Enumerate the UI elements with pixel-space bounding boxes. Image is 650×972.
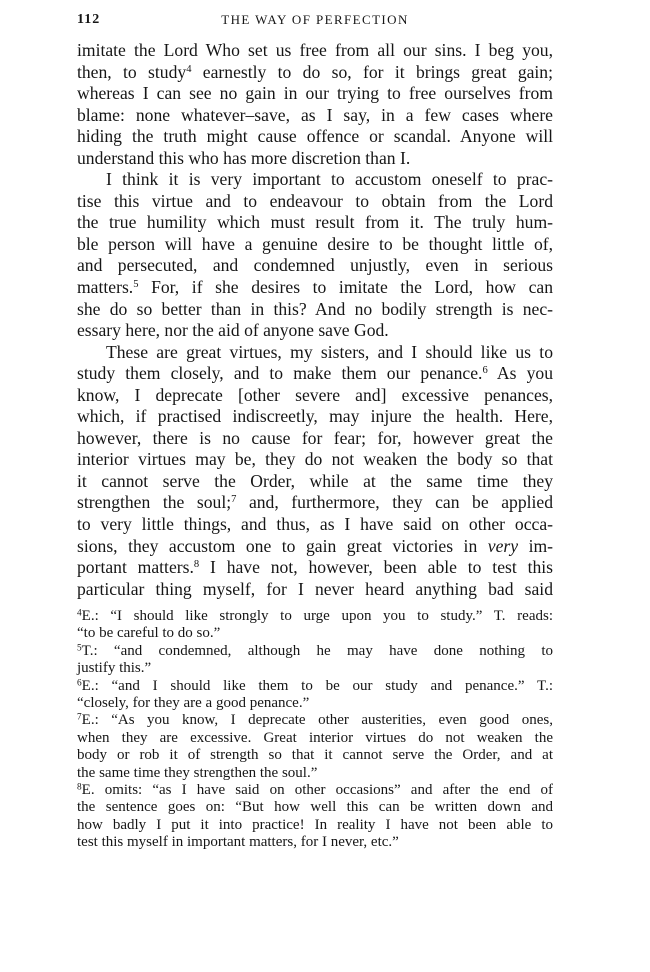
text-line <box>77 579 553 601</box>
text-segment: the true humility which must result from it. The truly hum- <box>77 212 553 233</box>
text-segment: I think it is very important to accustom oneself to prac- <box>106 169 553 190</box>
text-segment: however, there is no cause for fear; for, however great the <box>77 427 553 448</box>
footnote-text: the same time they strengthen the soul.” <box>77 764 318 781</box>
text-line <box>77 342 553 364</box>
footnote-text: T.: “and condemned, although he may have done nothing to <box>81 642 553 659</box>
text-segment: As you <box>487 363 553 384</box>
text-segment: matters. <box>77 277 134 298</box>
text-segment: she do so better than in this? And no bodily strength is nec- <box>77 298 553 319</box>
footnote-number: 6 <box>77 677 82 688</box>
footnote-text: justify this.” <box>77 660 152 677</box>
text-segment: and, furthermore, they can be applied <box>236 492 553 513</box>
footnote-8 <box>77 782 553 852</box>
text-line <box>77 169 553 191</box>
footnote-text: E.: “As you know, I deprecate other austerities, even good ones, <box>81 712 553 729</box>
footnote-line <box>77 765 553 782</box>
text-segment: essary here, nor the aid of anyone save God. <box>77 320 389 341</box>
footnote-text: body or rob it of strength so that it cannot serve the Order, and at <box>77 747 553 764</box>
footnote-line <box>77 608 553 625</box>
footnote-5 <box>77 643 553 678</box>
text-line <box>77 212 553 234</box>
text-line <box>77 385 553 407</box>
text-line <box>77 234 553 256</box>
text-line <box>77 406 553 428</box>
text-segment: hiding the truth might cause offence or scandal. Anyone will <box>77 126 553 147</box>
text-line <box>77 126 553 148</box>
text-segment: tise this virtue and to endeavour to obtain from the Lord <box>77 190 553 211</box>
text-line <box>77 148 553 170</box>
paragraph <box>77 40 553 169</box>
text-line <box>77 40 553 62</box>
text-line <box>77 83 553 105</box>
text-line <box>77 557 553 579</box>
text-line <box>77 277 553 299</box>
text-segment: interior virtues may be, they do not weaken the body so that <box>77 449 553 470</box>
text-line <box>77 191 553 213</box>
footnote-4 <box>77 608 553 643</box>
footnote-number: 7 <box>77 712 82 723</box>
footnote-line <box>77 660 553 677</box>
footnote-line <box>77 730 553 747</box>
text-line <box>77 536 553 558</box>
text-line <box>77 514 553 536</box>
footnote-reference[interactable]: 8 <box>193 559 200 571</box>
footnote-line <box>77 625 553 642</box>
text-segment: particular thing myself, for I never heard anything bad said <box>77 578 553 599</box>
footnote-number: 8 <box>77 782 82 793</box>
footnote-line <box>77 817 553 834</box>
text-segment: whereas I can see no gain in our trying to free ourselves from <box>77 83 553 104</box>
footnote-text: “closely, for they are a good penance.” <box>77 694 310 711</box>
text-line <box>77 363 553 385</box>
main-text <box>77 40 553 600</box>
footnote-reference[interactable]: 7 <box>231 494 237 506</box>
footnote-line <box>77 747 553 764</box>
text-line <box>77 492 553 514</box>
text-segment: then, to study <box>77 61 187 82</box>
text-segment: These are great virtues, my sisters, and I should like us to <box>106 341 553 362</box>
text-segment: portant matters. <box>77 557 194 578</box>
footnote-line <box>77 782 553 799</box>
text-segment: im- <box>518 535 553 556</box>
text-segment: it cannot serve the Order, while at the same time they <box>77 470 553 491</box>
text-segment: imitate the Lord Who set us free from all our sins. I beg you, <box>77 40 553 60</box>
footnote-line <box>77 834 553 851</box>
footnote-text: “to be careful to do so.” <box>77 625 221 642</box>
text-segment: blame: none whatever–save, as I say, in a few cases where <box>77 104 553 125</box>
footnote-text: when they are excessive. Great interior virtues do not weaken the <box>77 729 553 746</box>
text-segment: and persecuted, and condemned unjustly, even in serious <box>77 255 553 276</box>
footnote-line <box>77 799 553 816</box>
footnote-reference[interactable]: 4 <box>186 63 192 75</box>
text-segment: For, if she desires to imitate the Lord, how can <box>138 277 553 298</box>
footnote-reference[interactable]: 5 <box>133 279 139 291</box>
running-head <box>77 12 553 32</box>
emphasis: very <box>487 535 519 556</box>
text-segment: I have not, however, been able to test this <box>199 557 554 578</box>
text-segment: strengthen the soul; <box>77 492 232 513</box>
footnote-text: how badly I put it into practice! In reality I have not been able to <box>77 816 553 833</box>
page-number: 112 <box>77 12 101 27</box>
text-line <box>77 449 553 471</box>
text-segment: sions, they accustom one to gain great victories in <box>77 535 488 556</box>
footnote-line <box>77 712 553 729</box>
footnote-line <box>77 643 553 660</box>
text-segment: ble person will have a genuine desire to be thought little of, <box>77 233 553 254</box>
text-line <box>77 428 553 450</box>
footnote-number: 5 <box>77 643 82 654</box>
footnote-text: E. omits: “as I have said on other occasions” and after the end of <box>81 781 553 798</box>
footnote-text: E.: “and I should like them to be our study and penance.” T.: <box>81 677 553 694</box>
text-line <box>77 471 553 493</box>
text-line <box>77 320 553 342</box>
footnote-6 <box>77 678 553 713</box>
footnote-line <box>77 695 553 712</box>
paragraph <box>77 342 553 601</box>
text-segment: understand this who has more discretion than I. <box>77 147 411 168</box>
text-line <box>77 62 553 84</box>
footnote-number: 4 <box>77 608 82 619</box>
text-segment: which, if practised indiscreetly, may injure the health. Here, <box>77 406 553 427</box>
footnote-text: test this myself in important matters, for I never, etc.” <box>77 834 399 851</box>
footnotes <box>77 608 553 851</box>
text-segment: to very little things, and thus, as I have said on other occa- <box>77 514 553 535</box>
text-segment: study them closely, and to make them our penance. <box>77 363 483 384</box>
footnote-text: E.: “I should like strongly to urge upon you to study.” T. reads: <box>81 608 553 624</box>
footnote-7 <box>77 712 553 782</box>
running-title: THE WAY OF PERFECTION <box>221 12 409 27</box>
footnote-reference[interactable]: 6 <box>482 365 488 377</box>
text-segment: earnestly to do so, for it brings great gain; <box>191 61 553 82</box>
footnote-line <box>77 678 553 695</box>
paragraph <box>77 169 553 341</box>
footnote-text: the sentence goes on: “But how well this can be written down and <box>77 799 553 816</box>
text-line <box>77 255 553 277</box>
text-line <box>77 299 553 321</box>
text-line <box>77 105 553 127</box>
text-segment: know, I deprecate [other severe and] excessive penances, <box>77 384 553 405</box>
